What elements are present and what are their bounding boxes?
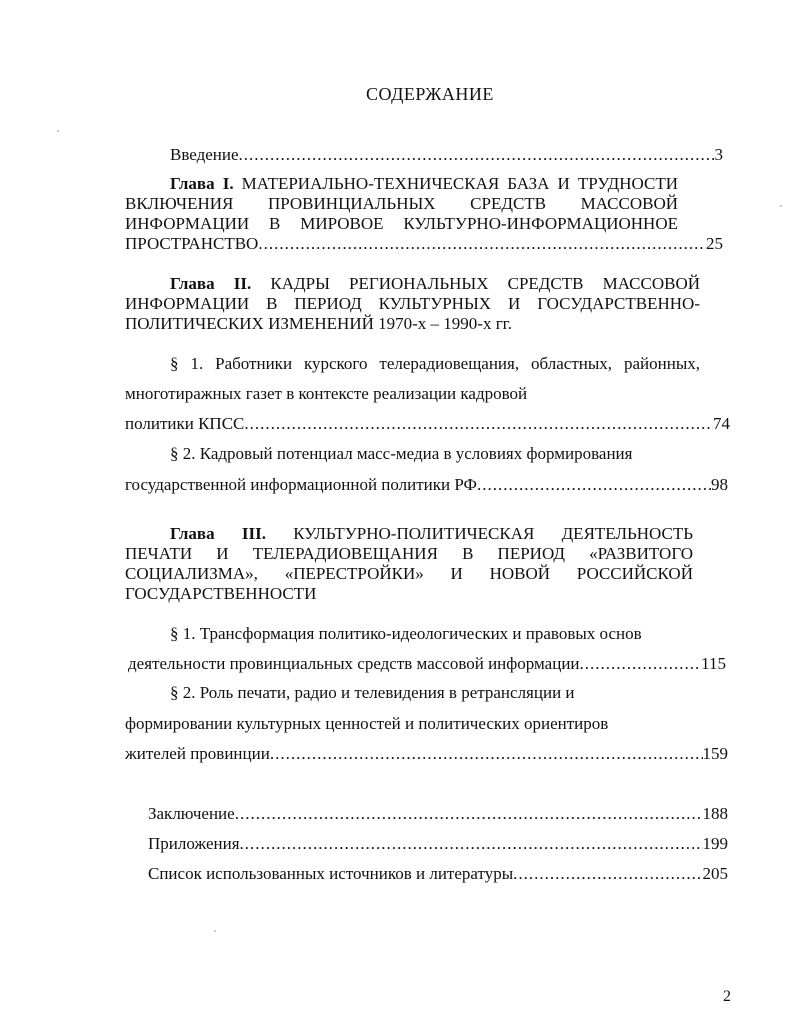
toc-chapter-1 <box>125 174 678 234</box>
toc-section-2-2 <box>125 475 728 495</box>
toc-section-2-1 <box>125 414 730 434</box>
toc-page-number: 188 <box>702 804 728 823</box>
toc-entry-text: Заключение <box>148 804 235 823</box>
dot-leader <box>270 744 703 764</box>
section-line: политики КПСС <box>125 414 245 433</box>
dot-leader <box>239 145 715 165</box>
dot-leader <box>580 654 702 674</box>
toc-page-number: 98 <box>711 475 728 494</box>
scan-speck <box>214 930 216 932</box>
chapter-heading-line: СОЦИАЛИЗМА», «ПЕРЕСТРОЙКИ» И НОВОЙ РОССИЙСКОЙ <box>125 564 693 583</box>
chapter-heading-line: ПРОСТРАНСТВО <box>125 234 259 253</box>
toc-entry-conclusion <box>148 804 728 824</box>
section-2-1-line-2: многотиражных газет в контексте реализации кадровой <box>125 384 528 403</box>
chapter-label: Глава I. <box>170 174 234 193</box>
dot-leader <box>513 864 702 884</box>
section-line: государственной информационной политики РФ <box>125 475 477 494</box>
toc-page-number: 74 <box>713 414 730 433</box>
chapter-heading-line: Глава I. МАТЕРИАЛЬНО-ТЕХНИЧЕСКАЯ БАЗА И ТРУДНОСТИ <box>170 174 679 193</box>
toc-entry-bibliography <box>148 864 728 884</box>
chapter-label: Глава II. <box>170 274 252 293</box>
chapter-heading-line: Глава III. КУЛЬТУРНО-ПОЛИТИЧЕСКАЯ ДЕЯТЕЛЬНОСТЬ <box>170 524 693 543</box>
toc-page-number: 205 <box>702 864 728 883</box>
toc-entry-text: Приложения <box>148 834 240 853</box>
toc-page-number: 3 <box>714 145 723 164</box>
toc-section-3-2 <box>125 744 728 764</box>
chapter-heading-line: ИНФОРМАЦИИ В МИРОВОЕ КУЛЬТУРНО-ИНФОРМАЦИОННОЕ <box>125 214 678 233</box>
scan-speck <box>57 130 59 132</box>
toc-chapter-2 <box>125 274 700 314</box>
page-number: 2 <box>723 988 731 1005</box>
toc-page-number: 199 <box>702 834 728 853</box>
dot-leader <box>258 234 706 254</box>
toc-entry-intro <box>170 145 723 165</box>
dot-leader <box>244 414 713 434</box>
section-line: деятельности провинциальных средств массовой информации <box>128 654 580 673</box>
chapter-heading-line: ВКЛЮЧЕНИЯ ПРОВИНЦИАЛЬНЫХ СРЕДСТВ МАССОВОЙ <box>125 194 678 213</box>
section-3-1-line-1: § 1. Трансформация политико-идеологических и правовых основ <box>170 624 642 643</box>
toc-section-3-1 <box>128 654 726 674</box>
section-3-2-line-2: формировании культурных ценностей и политических ориентиров <box>125 714 609 733</box>
chapter-heading-line: ПОЛИТИЧЕСКИХ ИЗМЕНЕНИЙ 1970-х – 1990-х гг. <box>125 314 512 333</box>
chapter-label: Глава III. <box>170 524 266 543</box>
chapter-heading-line: ГОСУДАРСТВЕННОСТИ <box>125 584 317 603</box>
toc-page-number: 159 <box>702 744 728 763</box>
dot-leader <box>477 475 711 495</box>
scan-speck <box>780 205 782 207</box>
chapter-heading-line: Глава II. КАДРЫ РЕГИОНАЛЬНЫХ СРЕДСТВ МАССОВОЙ <box>170 274 701 293</box>
section-2-1-line-1: § 1. Работники курского телерадиовещания, областных, районных, <box>170 354 700 373</box>
toc-page-number: 25 <box>706 234 723 253</box>
chapter-heading-line: ИНФОРМАЦИИ В ПЕРИОД КУЛЬТУРНЫХ И ГОСУДАРСТВЕННО- <box>125 294 700 313</box>
dot-leader <box>240 834 703 854</box>
toc-chapter-1-last-line <box>125 234 723 254</box>
dot-leader <box>235 804 703 824</box>
section-line: жителей провинции <box>125 744 270 763</box>
page-title: СОДЕРЖАНИЕ <box>366 84 494 104</box>
section-2-2-line-1: § 2. Кадровый потенциал масс-медиа в условиях формирования <box>170 444 633 463</box>
toc-entry-text: Введение <box>170 145 239 164</box>
toc-chapter-3 <box>125 524 693 584</box>
toc-page-number: 115 <box>701 654 726 673</box>
toc-entry-text: Список использованных источников и литературы <box>148 864 514 883</box>
chapter-heading-line: ПЕЧАТИ И ТЕЛЕРАДИОВЕЩАНИЯ В ПЕРИОД «РАЗВИТОГО <box>125 544 693 563</box>
section-3-2-line-1: § 2. Роль печати, радио и телевидения в ретрансляции и <box>170 683 575 702</box>
toc-entry-appendices <box>148 834 728 854</box>
